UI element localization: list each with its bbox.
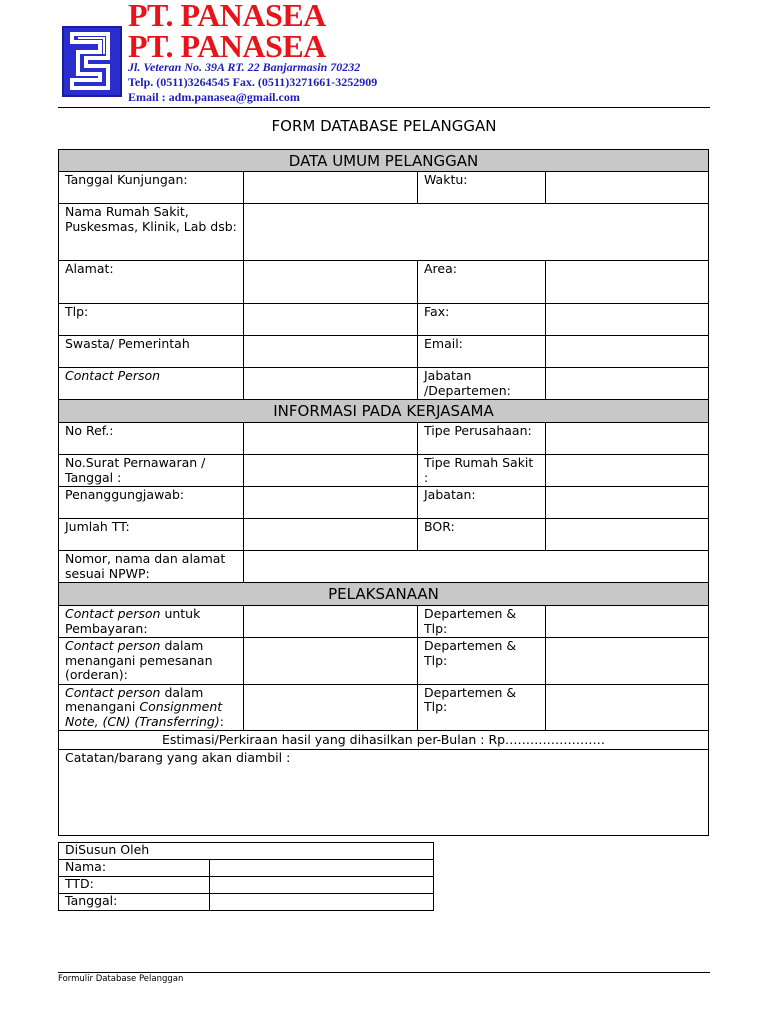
field-alamat[interactable] bbox=[244, 261, 418, 304]
label-area: Area: bbox=[418, 261, 546, 304]
company-email: Email : adm.panasea@gmail.com bbox=[128, 90, 300, 104]
field-no-ref[interactable] bbox=[244, 423, 418, 455]
estimasi-row[interactable]: Estimasi/Perkiraan hasil yang dihasilkan per-Bulan : Rp…………………… bbox=[59, 731, 709, 750]
label-jumlah-tt: Jumlah TT: bbox=[59, 519, 244, 551]
field-cp-pembayaran[interactable] bbox=[244, 606, 418, 638]
field-cp-pemesanan[interactable] bbox=[244, 638, 418, 685]
field-nama[interactable] bbox=[210, 860, 434, 877]
label-no-surat: No.Surat Pernawaran / Tanggal : bbox=[59, 455, 244, 487]
disusun-header: DiSusun Oleh bbox=[59, 843, 434, 860]
field-tipe-perusahaan[interactable] bbox=[546, 423, 709, 455]
label-waktu: Waktu: bbox=[418, 172, 546, 204]
company-address: Jl. Veteran No. 39A RT. 22 Banjarmasin 70232 bbox=[128, 60, 361, 74]
field-tanggal-kunjungan[interactable] bbox=[244, 172, 418, 204]
field-tanggal[interactable] bbox=[210, 894, 434, 911]
label-bor: BOR: bbox=[418, 519, 546, 551]
field-nama-rumah-sakit[interactable] bbox=[244, 204, 709, 261]
label-cp-pembayaran: Contact person untuk Pembayaran: bbox=[59, 606, 244, 638]
field-tipe-rumah-sakit[interactable] bbox=[546, 455, 709, 487]
label-fax: Fax: bbox=[418, 304, 546, 336]
field-npwp[interactable] bbox=[244, 551, 709, 583]
company-logo-icon bbox=[62, 26, 122, 97]
label-email: Email: bbox=[418, 336, 546, 368]
label-tipe-perusahaan: Tipe Perusahaan: bbox=[418, 423, 546, 455]
letterhead bbox=[0, 0, 768, 108]
field-swasta-pemerintah[interactable] bbox=[244, 336, 418, 368]
label-cp-pemesanan: Contact person dalam menangani pemesanan (orderan): bbox=[59, 638, 244, 685]
form-title: FORM DATABASE PELANGGAN bbox=[271, 117, 497, 135]
field-no-surat[interactable] bbox=[244, 455, 418, 487]
label-no-ref: No Ref.: bbox=[59, 423, 244, 455]
field-waktu[interactable] bbox=[546, 172, 709, 204]
field-dept-tlp-1[interactable] bbox=[546, 606, 709, 638]
label-jabatan-departemen: Jabatan /Departemen: bbox=[418, 368, 546, 400]
section-header-pelaksanaan: PELAKSANAAN bbox=[59, 583, 709, 606]
label-nama: Nama: bbox=[59, 860, 210, 877]
brand-name: PT. PANASEA bbox=[128, 28, 326, 64]
footer-text: Formulir Database Pelanggan bbox=[58, 974, 184, 984]
field-email[interactable] bbox=[546, 336, 709, 368]
footer-divider bbox=[58, 972, 710, 973]
label-tanggal-kunjungan: Tanggal Kunjungan: bbox=[59, 172, 244, 204]
label-dept-tlp-2: Departemen & Tlp: bbox=[418, 638, 546, 685]
label-penanggungjawab: Penanggungjawab: bbox=[59, 487, 244, 519]
section-header-umum: DATA UMUM PELANGGAN bbox=[59, 150, 709, 172]
label-dept-tlp-1: Departemen & Tlp: bbox=[418, 606, 546, 638]
label-jabatan: Jabatan: bbox=[418, 487, 546, 519]
field-penanggungjawab[interactable] bbox=[244, 487, 418, 519]
field-ttd[interactable] bbox=[210, 877, 434, 894]
label-tlp: Tlp: bbox=[59, 304, 244, 336]
label-nama-rumah-sakit: Nama Rumah Sakit, Puskesmas, Klinik, Lab dsb: bbox=[59, 204, 244, 261]
label-contact-person: Contact Person bbox=[59, 368, 244, 400]
field-cp-consignment[interactable] bbox=[244, 684, 418, 731]
field-dept-tlp-3[interactable] bbox=[546, 684, 709, 731]
section-header-kerjasama: INFORMASI PADA KERJASAMA bbox=[59, 400, 709, 423]
label-swasta-pemerintah: Swasta/ Pemerintah bbox=[59, 336, 244, 368]
brand-name-shadow: PT. PANASEA bbox=[128, 0, 326, 33]
label-tanggal: Tanggal: bbox=[59, 894, 210, 911]
header-divider bbox=[58, 107, 710, 108]
customer-form-table bbox=[58, 149, 709, 836]
catatan-field[interactable]: Catatan/barang yang akan diambil : bbox=[59, 750, 709, 836]
label-alamat: Alamat: bbox=[59, 261, 244, 304]
field-area[interactable] bbox=[546, 261, 709, 304]
label-ttd: TTD: bbox=[59, 877, 210, 894]
field-fax[interactable] bbox=[546, 304, 709, 336]
field-jumlah-tt[interactable] bbox=[244, 519, 418, 551]
field-jabatan[interactable] bbox=[546, 487, 709, 519]
field-jabatan-departemen[interactable] bbox=[546, 368, 709, 400]
company-phone: Telp. (0511)3264545 Fax. (0511)3271661-3252909 bbox=[128, 75, 378, 89]
field-tlp[interactable] bbox=[244, 304, 418, 336]
field-bor[interactable] bbox=[546, 519, 709, 551]
label-dept-tlp-3: Departemen & Tlp: bbox=[418, 684, 546, 731]
field-dept-tlp-2[interactable] bbox=[546, 638, 709, 685]
disusun-table bbox=[58, 842, 434, 911]
label-npwp: Nomor, nama dan alamat sesuai NPWP: bbox=[59, 551, 244, 583]
field-contact-person[interactable] bbox=[244, 368, 418, 400]
label-cp-consignment: Contact person dalam menangani Consignment Note, (CN) (Transferring): bbox=[59, 684, 244, 731]
label-tipe-rumah-sakit: Tipe Rumah Sakit : bbox=[418, 455, 546, 487]
